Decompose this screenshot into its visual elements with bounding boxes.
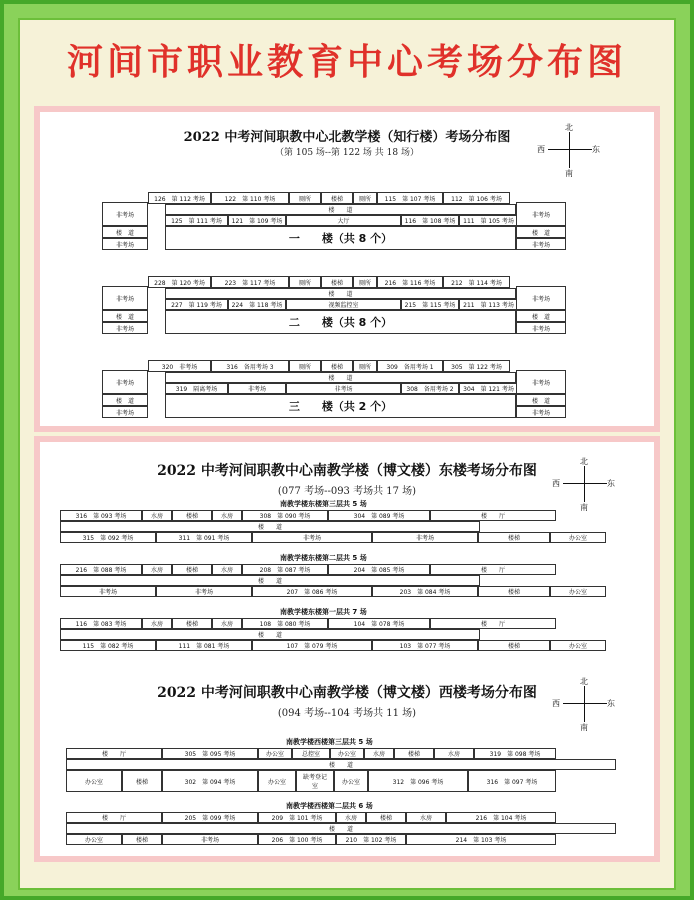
wing-cell: 非考场 xyxy=(516,322,566,334)
west-title: 2022 中考河间职教中心南教学楼（博文楼）西楼考场分布图 xyxy=(157,685,537,701)
wing-cell: 楼 道 xyxy=(516,394,566,406)
wing-cell: 楼 道 xyxy=(102,394,148,406)
floor-title: 南教学楼东楼第一层共 7 场 xyxy=(280,608,367,616)
room-cell: 316 第 093 考场 xyxy=(60,510,142,521)
wing-cell: 非考场 xyxy=(102,406,148,418)
room-cell: 楼梯 xyxy=(478,640,550,651)
room-cell: 缺考登记室 xyxy=(296,770,334,792)
wing-cell: 非考场 xyxy=(516,202,566,226)
north-subtitle: （第 105 场--第 122 场 共 18 场） xyxy=(275,148,419,158)
compass-north: 北 xyxy=(565,123,573,132)
floor-title: 南教学楼东楼第三层共 5 场 xyxy=(280,500,367,508)
room-cell: 楼梯 xyxy=(122,770,162,792)
compass-icon xyxy=(537,122,600,178)
corridor: 楼 道 xyxy=(60,575,480,586)
west-building-panel xyxy=(34,664,660,862)
room-cell: 206 第 100 考场 xyxy=(258,834,336,845)
room-cell: 楼梯 xyxy=(172,564,212,575)
room-cell: 办公室 xyxy=(258,748,292,759)
room-cell: 非考场 xyxy=(252,532,372,543)
room-cell: 126 第 112 考场 xyxy=(148,192,211,204)
floor-title: 南教学楼东楼第二层共 5 场 xyxy=(280,554,367,562)
room-cell: 非考场 xyxy=(286,383,401,394)
room-cell: 水房 xyxy=(212,510,242,521)
room-cell: 楼 厅 xyxy=(430,510,556,521)
wing-cell: 非考场 xyxy=(102,202,148,226)
room-cell: 厕所 xyxy=(353,276,377,288)
room-cell: 215 第 115 考场 xyxy=(401,299,459,310)
room-cell: 水房 xyxy=(212,618,242,629)
room-cell: 水房 xyxy=(142,618,172,629)
room-cell: 223 第 117 考场 xyxy=(211,276,289,288)
room-cell: 厕所 xyxy=(353,192,377,204)
room-cell: 楼梯 xyxy=(478,586,550,597)
room-cell: 非考场 xyxy=(372,532,478,543)
floor-label: 三 楼（共 2 个） xyxy=(165,394,516,418)
room-cell: 319 隔离考场 xyxy=(165,383,228,394)
room-cell: 视频监控室 xyxy=(286,299,401,310)
room-cell: 楼梯 xyxy=(122,834,162,845)
room-cell: 水房 xyxy=(212,564,242,575)
room-cell: 304 第 089 考场 xyxy=(328,510,430,521)
room-cell: 办公室 xyxy=(330,748,364,759)
east-subtitle: (077 考场--093 考场共 17 场) xyxy=(277,486,417,497)
room-cell: 水房 xyxy=(142,510,172,521)
room-cell: 227 第 119 考场 xyxy=(165,299,228,310)
room-cell: 楼 厅 xyxy=(430,618,556,629)
room-cell: 308 备用考场 2 xyxy=(401,383,459,394)
room-cell: 211 第 113 考场 xyxy=(459,299,518,310)
room-cell: 大厅 xyxy=(286,215,401,226)
room-cell: 204 第 085 考场 xyxy=(328,564,430,575)
room-cell: 办公室 xyxy=(550,640,606,651)
compass-icon: 北 南 西 东 xyxy=(552,457,615,512)
corridor: 楼 道 xyxy=(60,521,480,532)
room-cell: 非考场 xyxy=(156,586,252,597)
room-cell: 非考场 xyxy=(228,383,286,394)
room-cell: 121 第 109 考场 xyxy=(228,215,286,226)
room-cell: 楼梯 xyxy=(394,748,434,759)
north-building-panel xyxy=(34,106,660,432)
east-building-panel xyxy=(34,436,660,670)
corridor: 楼 道 xyxy=(165,204,516,215)
room-cell: 楼梯 xyxy=(366,812,406,823)
room-cell: 103 第 077 考场 xyxy=(372,640,478,651)
room-cell: 312 第 096 考场 xyxy=(368,770,468,792)
room-cell: 厕所 xyxy=(289,360,321,372)
room-cell: 108 第 080 考场 xyxy=(242,618,328,629)
wing-cell: 非考场 xyxy=(516,286,566,310)
room-cell: 楼梯 xyxy=(172,618,212,629)
corridor: 楼 道 xyxy=(165,372,516,383)
floor-title: 南教学楼西楼第二层共 6 场 xyxy=(286,802,373,810)
room-cell: 111 第 105 考场 xyxy=(459,215,518,226)
room-cell: 115 第 107 考场 xyxy=(377,192,443,204)
room-cell: 112 第 106 考场 xyxy=(443,192,510,204)
room-cell: 302 第 094 考场 xyxy=(162,770,258,792)
room-cell: 楼梯 xyxy=(321,360,353,372)
room-cell: 125 第 111 考场 xyxy=(165,215,228,226)
room-cell: 总控室 xyxy=(292,748,330,759)
room-cell: 办公室 xyxy=(550,532,606,543)
room-cell: 楼梯 xyxy=(172,510,212,521)
wing-cell: 楼 道 xyxy=(516,310,566,322)
room-cell: 208 第 087 考场 xyxy=(242,564,328,575)
room-cell: 办公室 xyxy=(550,586,606,597)
room-cell: 104 第 078 考场 xyxy=(328,618,430,629)
room-cell: 116 第 108 考场 xyxy=(401,215,459,226)
corridor: 楼 道 xyxy=(66,823,616,834)
room-cell: 209 第 101 考场 xyxy=(258,812,336,823)
north-title: 2022 中考河间职教中心北教学楼（知行楼）考场分布图 xyxy=(183,130,511,145)
east-title: 2022 中考河间职教中心南教学楼（博文楼）东楼考场分布图 xyxy=(157,463,537,479)
room-cell: 非考场 xyxy=(60,586,156,597)
room-cell: 非考场 xyxy=(162,834,258,845)
room-cell: 122 第 110 考场 xyxy=(211,192,289,204)
room-cell: 224 第 118 考场 xyxy=(228,299,286,310)
wing-cell: 非考场 xyxy=(102,238,148,250)
room-cell: 办公室 xyxy=(66,834,122,845)
room-cell: 楼梯 xyxy=(321,276,353,288)
compass-west: 西 xyxy=(537,145,545,154)
room-cell: 楼梯 xyxy=(478,532,550,543)
floor-label: 二 楼（共 8 个） xyxy=(165,310,516,334)
room-cell: 207 第 086 考场 xyxy=(252,586,372,597)
wing-cell: 非考场 xyxy=(516,370,566,394)
room-cell: 315 第 092 考场 xyxy=(60,532,156,543)
wing-cell: 楼 道 xyxy=(102,226,148,238)
room-cell: 厕所 xyxy=(353,360,377,372)
corridor: 楼 道 xyxy=(165,288,516,299)
room-cell: 210 第 102 考场 xyxy=(336,834,406,845)
room-cell: 304 第 121 考场 xyxy=(459,383,518,394)
room-cell: 216 第 116 考场 xyxy=(377,276,443,288)
floor-label: 一 楼（共 8 个） xyxy=(165,226,516,250)
room-cell: 214 第 103 考场 xyxy=(406,834,556,845)
room-cell: 228 第 120 考场 xyxy=(148,276,211,288)
room-cell: 116 第 083 考场 xyxy=(60,618,142,629)
room-cell: 水房 xyxy=(336,812,366,823)
wing-cell: 非考场 xyxy=(516,238,566,250)
room-cell: 水房 xyxy=(364,748,394,759)
wing-cell: 楼 道 xyxy=(102,310,148,322)
corridor: 楼 道 xyxy=(66,759,616,770)
room-cell: 楼 厅 xyxy=(66,812,162,823)
room-cell: 305 第 122 考场 xyxy=(443,360,510,372)
room-cell: 115 第 082 考场 xyxy=(60,640,156,651)
room-cell: 办公室 xyxy=(258,770,296,792)
room-cell: 308 第 090 考场 xyxy=(242,510,328,521)
wing-cell: 非考场 xyxy=(102,370,148,394)
room-cell: 316 第 097 考场 xyxy=(468,770,556,792)
room-cell: 212 第 114 考场 xyxy=(443,276,510,288)
room-cell: 厕所 xyxy=(289,192,321,204)
room-cell: 216 第 088 考场 xyxy=(60,564,142,575)
room-cell: 111 第 081 考场 xyxy=(156,640,252,651)
room-cell: 216 第 104 考场 xyxy=(446,812,556,823)
room-cell: 楼 厅 xyxy=(430,564,556,575)
wing-cell: 楼 道 xyxy=(516,226,566,238)
room-cell: 316 备用考场 3 xyxy=(211,360,289,372)
room-cell: 楼 厅 xyxy=(66,748,162,759)
room-cell: 107 第 079 考场 xyxy=(252,640,372,651)
corridor: 楼 道 xyxy=(60,629,480,640)
room-cell: 309 备用考场 1 xyxy=(377,360,443,372)
room-cell: 办公室 xyxy=(334,770,368,792)
compass-south: 南 xyxy=(565,169,573,178)
compass-east: 东 xyxy=(592,145,600,154)
west-subtitle: (094 考场--104 考场共 11 场) xyxy=(277,708,417,719)
room-cell: 楼梯 xyxy=(321,192,353,204)
room-cell: 311 第 091 考场 xyxy=(156,532,252,543)
room-cell: 320 非考场 xyxy=(148,360,211,372)
wing-cell: 非考场 xyxy=(102,322,148,334)
wing-cell: 非考场 xyxy=(102,286,148,310)
room-cell: 水房 xyxy=(434,748,474,759)
room-cell: 办公室 xyxy=(66,770,122,792)
compass-icon: 北 南 西 东 xyxy=(552,677,615,732)
room-cell: 厕所 xyxy=(289,276,321,288)
floor-title: 南教学楼西楼第三层共 5 场 xyxy=(286,738,373,746)
room-cell: 水房 xyxy=(406,812,446,823)
room-cell: 305 第 095 考场 xyxy=(162,748,258,759)
wing-cell: 非考场 xyxy=(516,406,566,418)
room-cell: 319 第 098 考场 xyxy=(474,748,556,759)
room-cell: 205 第 099 考场 xyxy=(162,812,258,823)
room-cell: 203 第 084 考场 xyxy=(372,586,478,597)
room-cell: 水房 xyxy=(142,564,172,575)
main-title: 河间市职业教育中心考场分布图 xyxy=(66,42,627,83)
